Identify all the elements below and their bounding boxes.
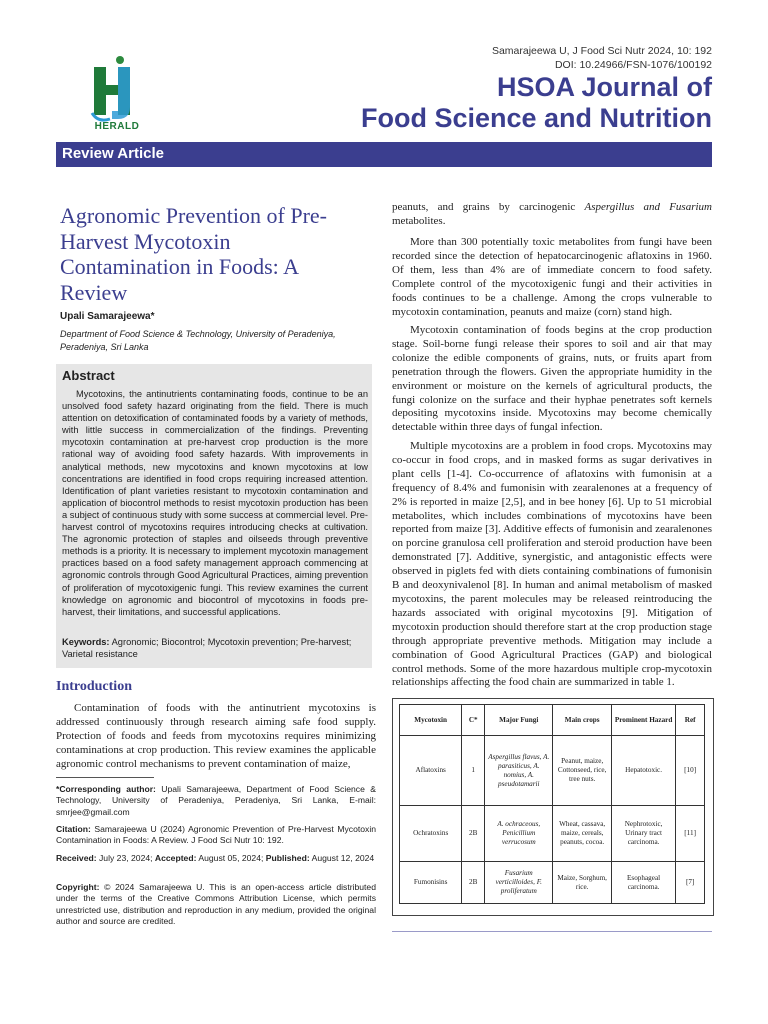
- paragraph-4: Multiple mycotoxins are a problem in food crops. Mycotoxins may co-occur in food crops, and in masked forms as sugar derivatives in plant cells [1-4]. Co-occurrence of aflatoxins with fumonisin at a frequency of 8.4% and fumonisin with zearalenones at a frequency of 2% is reported in maize [2,5], and in bee honey [6]. Up to 51 microbial metabolites, which includes combinations of mycotoxins have been reported from maize [3]. Additive effects of fumonisin and zearalenones on porcine granulosa cell proliferation and steroid production have been demonstrated [7]. Additive, synergistic, and antagonistic effects were observed in piglets fed with diets containing combinations of fumonisin B and deoxynivalenol [8]. In human and animal metabolism of masked mycotoxins, the parent molecules may be released reintroducing the hazards associated with original mycotoxins [9]. Mitigation of mycotoxin production should therefore start at the crop production stage through appropriate preventive methods. Mitigation may include a combination of Good Agricultural Practices (GAP) and biological control methods. Some of the more hazardous multiple crop-mycotoxin relationships affecting the food chain are summarized in table 1.: [392, 440, 712, 689]
- received-date: July 23, 2024;: [99, 853, 153, 863]
- footnote-divider: [56, 777, 154, 778]
- table-cell: [7]: [676, 862, 705, 904]
- table-cell: [11]: [676, 806, 705, 862]
- page-bottom-rule: [392, 931, 712, 932]
- copyright-text: © 2024 Samarajeewa U. This is an open-access article distributed under the terms of the Creative Commons Attribution License, which permits unrestricted use, distribution and reproduction in any medium, provided the original author and source are credited.: [56, 882, 376, 927]
- table-cell: A. ochraceous, Penicillium verrucosum: [485, 806, 553, 862]
- author: Upali Samarajeewa*: [60, 311, 155, 322]
- keywords-label: Keywords:: [62, 637, 110, 647]
- article-type-banner: [56, 142, 712, 167]
- table-cell: Maize, Sorghum, rice.: [553, 862, 611, 904]
- accepted-label: Accepted:: [154, 853, 197, 863]
- table-header-cell: C*: [462, 705, 485, 736]
- journal-title-line1: HSOA Journal of: [496, 72, 712, 102]
- table-cell: Esophageal carcinoma.: [611, 862, 675, 904]
- journal-citation: Samarajeewa U, J Food Sci Nutr 2024, 10: 192: [491, 45, 712, 57]
- paragraph-2: More than 300 potentially toxic metabolites from fungi have been recorded since the detection of hepatocarcinogenic aflatoxins in 1960. Of them, less than 4% are of immediate concern to food safety. Complete control of the mycotoxigenic fungi and their activities in foods continues to be a challenge. Among the crops vulnerable to mycotoxin contamination, peanuts and maize (corn) stand high.: [392, 236, 712, 318]
- citation-header: [492, 44, 712, 72]
- table-header-cell: Main crops: [553, 705, 611, 736]
- abstract-heading: Abstract: [62, 368, 115, 383]
- corresponding-label: *Corresponding author:: [56, 784, 156, 794]
- keywords-list: Agronomic; Biocontrol; Mycotoxin prevention; Pre-harvest; Varietal resistance: [62, 637, 352, 660]
- table-cell: Aflatoxins: [400, 736, 462, 806]
- citation-label: Citation:: [56, 824, 91, 834]
- table-cell: Wheat, cassava, maize, cereals, peanuts, cocoa.: [553, 806, 611, 862]
- introduction-text: Contamination of foods with the antinutrient mycotoxins is addressed continuously through research aiming safe food supply. Protection of foods and feeds from mycotoxins requires minimizing contaminations at crop production. This review examines the applicable agronomic control mechanisms to prevent contamination of maize,: [56, 702, 376, 770]
- abstract-text: Mycotoxins, the antinutrients contaminating foods, continue to be an unsolved food safety hazard originating from the field. There is much attention on detoxification of contaminated foods by a variety of methods, with little success in commercialization of the findings. Preventing mycotoxin contamination at pre-harvest crop production is the more rational way of avoiding food safety hazards. With improvements in analytical methods, new mycotoxins and known mycotoxins at low concentrations are identified in food crops requiring increased attention. Identification of plant varieties resistant to mycotoxin contamination and application of biocontrol methods to resist mycotoxin production has been a subject of continuous study with some success at commercial level. Pre-harvest control of mycotoxins requires introducing checks at cultivation. The agronomic protection of staples and oilseeds through preventive methods is a priority. It is necessary to implement mycotoxin management practices based on a food safety management approach commencing at agronomic controls through Good Agricultural Practices, aiming prevention of proliferation of mycotoxigenic fungi. This review examines the current knowledge on agronomic and biocontrol of mycotoxins in foods pre-harvest, their limitations, and successful applications.: [62, 389, 368, 617]
- mycotoxin-table: [399, 704, 705, 904]
- table-cell: 2B: [462, 806, 485, 862]
- table-cell: Aspergillus flavus, A. parasiticus, A. nomius, A. pseudotamarii: [485, 736, 553, 806]
- table-row: [400, 736, 705, 806]
- copyright-label: Copyright:: [56, 882, 100, 892]
- published-label: Published:: [265, 853, 310, 863]
- paragraph-3: Mycotoxin contamination of foods begins at the crop production stage. Soil-borne fungi release their spores to soil and air that may colonize the edible components of grains, nuts, or fruits apart from penetration through the flowers. Given the appropriate humidity in the environment or moisture on the kernels of agricultural products, the fungi colonize on the surface and their hyphae penetrates soft kernels depositing mycotoxins inside. Mycotoxins may become chemically detectable within three days of fungal infection.: [392, 324, 712, 434]
- citation-text: Samarajeewa U (2024) Agronomic Prevention of Pre-Harvest Mycotoxin Contamination in Foods: A Review. J Food Sci Nutr 10: 192.: [56, 824, 377, 846]
- table-cell: Peanut, maize, Cottonseed, rice, tree nuts.: [553, 736, 611, 806]
- paragraph-1-italic: Aspergillus and Fusarium: [584, 201, 712, 213]
- table-header-cell: Prominent Hazard: [611, 705, 675, 736]
- published-date: August 12, 2024: [311, 853, 375, 863]
- journal-title-line2: Food Science and Nutrition: [360, 103, 712, 133]
- received-label: Received:: [56, 853, 97, 863]
- table-row: [400, 862, 705, 904]
- table-cell: [10]: [676, 736, 705, 806]
- copyright-note: [56, 882, 376, 928]
- table-header-cell: Major Fungi: [485, 705, 553, 736]
- keywords: [62, 636, 368, 660]
- doi: DOI: 10.24966/FSN-1076/100192: [554, 59, 712, 71]
- affiliation: Department of Food Science & Technology, University of Peradeniya, Peradeniya, Sri Lanka: [60, 329, 336, 352]
- table-cell: 1: [462, 736, 485, 806]
- paragraph-1: [392, 201, 712, 229]
- table-cell: 2B: [462, 862, 485, 904]
- table-header-cell: Mycotoxin: [400, 705, 462, 736]
- article-type: Review Article: [62, 145, 164, 162]
- logo-wordmark: HERALD: [94, 121, 140, 132]
- citation-note: [56, 824, 376, 847]
- table-cell: Ochratoxins: [400, 806, 462, 862]
- table-cell: Fumonisins: [400, 862, 462, 904]
- article-title: Agronomic Prevention of Pre-Harvest Mycotoxin Contamination in Foods: A Review: [60, 203, 327, 305]
- introduction-heading: Introduction: [56, 679, 132, 694]
- table-row: [400, 806, 705, 862]
- journal-title: [361, 72, 712, 134]
- corresponding-text[interactable]: Upali Samarajeewa, Department of Food Science & Technology, University of Peradeniya, Peradeniya, Sri Lanka, E-mail: smrjee@gmail.com: [56, 784, 376, 817]
- table-cell: Fusarium verticilloides, F. proliferatum: [485, 862, 553, 904]
- accepted-date: August 05, 2024;: [198, 853, 264, 863]
- table-header-cell: Ref: [676, 705, 705, 736]
- paragraph-1-end: metabolites.: [392, 214, 446, 227]
- table-cell: Hepatotoxic.: [611, 736, 675, 806]
- table-header-row: [400, 705, 705, 736]
- corresponding-author-note: [56, 784, 376, 818]
- table-cell: Nephrotoxic, Urinary tract carcinoma.: [611, 806, 675, 862]
- paragraph-1-start: peanuts, and grains by carcinogenic: [392, 201, 585, 213]
- dates-note: [56, 853, 376, 864]
